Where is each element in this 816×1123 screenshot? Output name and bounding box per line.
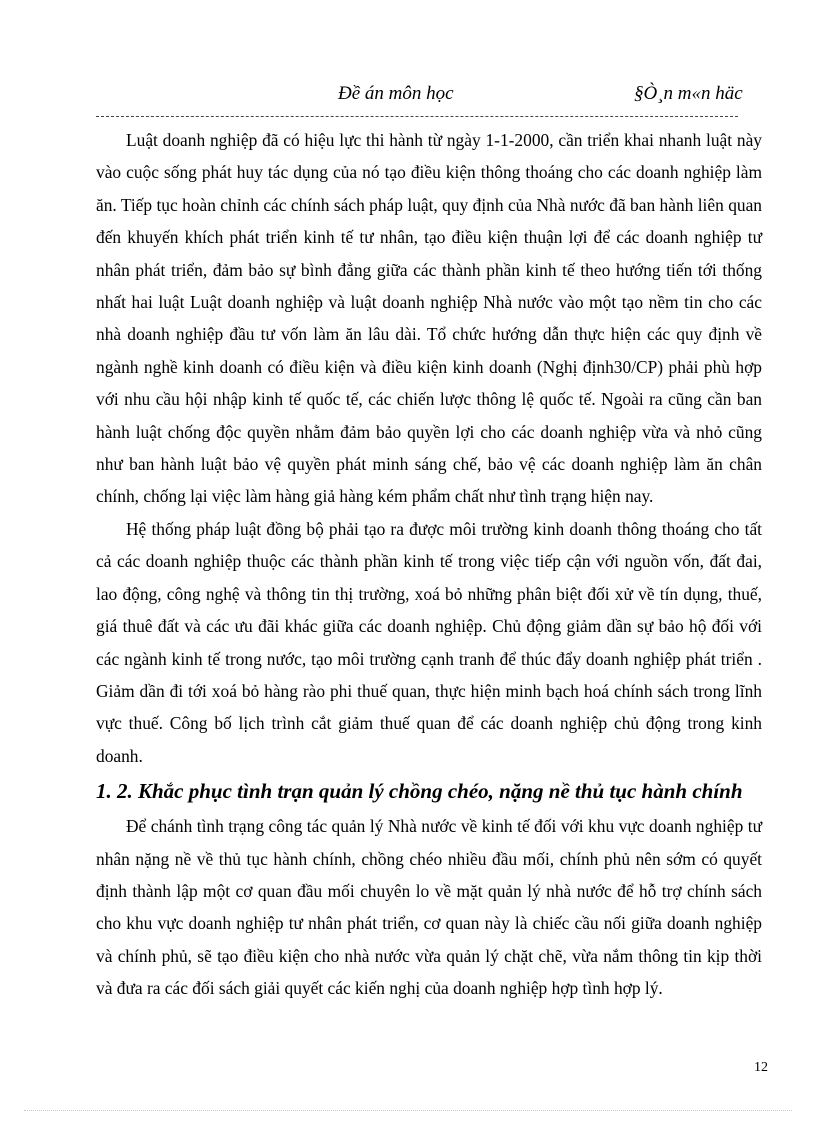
document-body bbox=[96, 124, 762, 1005]
header-divider bbox=[96, 116, 738, 117]
body-paragraph-2: Hệ thống pháp luật đồng bộ phải tạo ra được môi trường kinh doanh thông thoáng cho tất cả các doanh nghiệp thuộc các thành phần kinh tế trong việc tiếp cận với nguồn vốn, đất đai, lao động, công nghệ và thông tin thị trường, xoá bỏ những phân biệt đối xử về tín dụng, thuế, giá thuê đất và các ưu đãi khác giữa các doanh nghiệp. Chủ động giảm dần sự bảo hộ đối với các ngành kinh tế trong nước, tạo môi trường cạnh tranh để thúc đẩy doanh nghiệp phát triển . Giảm dần đi tới xoá bỏ hàng rào phi thuế quan, thực hiện minh bạch hoá chính sách trong lĩnh vực thuế. Công bố lịch trình cắt giảm thuế quan để các doanh nghiệp chủ động trong kinh doanh. bbox=[96, 518, 762, 766]
page-header bbox=[0, 80, 816, 110]
page-number: 12 bbox=[754, 1060, 768, 1075]
header-title: Đề án môn học bbox=[338, 83, 454, 104]
section-paragraph: Để chánh tình trạng công tác quản lý Nhà nước về kinh tế đối với khu vực doanh nghiệp tư nhân nặng nề về thủ tục hành chính, chồng chéo nhiều đầu mối, chính phủ nên sớm có quyết định thành lập một cơ quan đầu mối chuyên lo về mặt quản lý nhà nước để hỗ trợ chính sách cho khu vực doanh nghiệp tư nhân phát triển, cơ quan này là chiếc cầu nối giữa doanh nghiệp và chính phủ, sẽ tạo điều kiện cho nhà nước vừa quản lý chặt chẽ, vừa nắm thông tin kịp thời và đưa ra các đối sách giải quyết các kiến nghị của doanh nghiệp hợp tình hợp lý. bbox=[96, 816, 762, 999]
section-heading: 1. 2. Khắc phục tình trạn quản lý chồng chéo, nặng nề thủ tục hành chính bbox=[96, 779, 743, 804]
body-paragraph-1: Luật doanh nghiệp đã có hiệu lực thi hành từ ngày 1-1-2000, cần triển khai nhanh luật này vào cuộc sống phát huy tác dụng của nó tạo điều kiện thông thoáng cho các doanh nghiệp làm ăn. Tiếp tục hoàn chỉnh các chính sách pháp luật, quy định của Nhà nước đã ban hành liên quan đến khuyến khích phát triển kinh tế tư nhân, tạo điều kiện thuận lợi để các doanh nghiệp tư nhân phát triển, đảm bảo sự bình đẳng giữa các thành phần kinh tế theo hướng tiến tới thống nhất hai luật Luật doanh nghiệp và luật doanh nghiệp Nhà nước vào một tạo nềm tin cho các nhà doanh nghiệp đầu tư vốn làm ăn lâu dài. Tổ chức hướng dẫn thực hiện các quy định về ngành nghề kinh doanh có điều kiện và điều kiện kinh doanh (Nghị định30/CP) phải phù hợp với nhu cầu hội nhập kinh tế quốc tế, các chiến lược thông lệ quốc tế. Ngoài ra cũng cần ban hành luật chống độc quyền nhằm đảm bảo quyền lợi cho các doanh nghiệp vừa và nhỏ cũng như ban hành luật bảo vệ quyền phát minh sáng chế, bảo vệ các doanh nghiệp làm ăn chân chính, chống lại việc làm hàng giả hàng kém phẩm chất như tình trạng hiện nay. bbox=[96, 130, 762, 507]
header-subtitle: §Ò¸n m«n häc bbox=[634, 83, 743, 104]
footer-divider bbox=[24, 1110, 792, 1111]
